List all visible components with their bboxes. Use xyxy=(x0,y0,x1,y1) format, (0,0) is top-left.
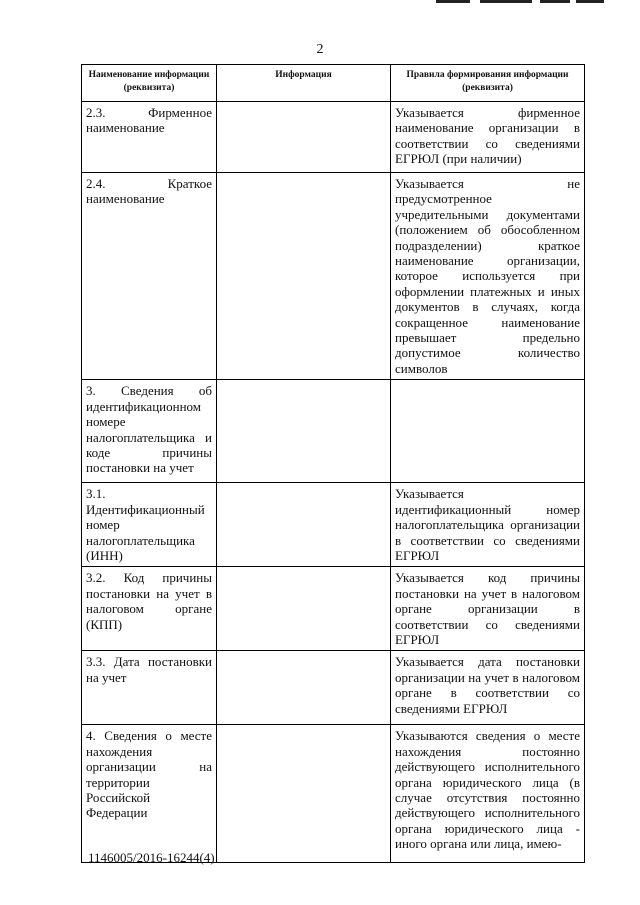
row-rule: Указывается фирменное наименование организации в соответствии со сведениями ЕГРЮЛ (при наличии) xyxy=(391,102,585,173)
row-rule xyxy=(391,380,585,483)
table-row xyxy=(82,102,585,173)
row-rule: Указываются сведения о месте нахождения постоянно действующего исполнительного органа юридического лица (в случае отсутствия постоянно действующего исполнительного органа юридического лица - иного органа или лица, имею- xyxy=(391,725,585,863)
table-row xyxy=(82,173,585,380)
table-header-row xyxy=(82,65,585,102)
row-name: 3. Сведения об идентификационном номере налогоплательщика и коде причины постановки на учет xyxy=(82,380,217,483)
table-row xyxy=(82,483,585,567)
table-row xyxy=(82,567,585,651)
header-information: Информация xyxy=(217,65,391,102)
row-info xyxy=(217,567,391,651)
header-requisite-name: Наименование информации (реквизита) xyxy=(82,65,217,102)
document-footer-number: 1146005/2016-16244(4) xyxy=(88,850,215,865)
row-name: 4. Сведения о месте нахождения организации на территории Российской Федерации xyxy=(82,725,217,863)
row-info xyxy=(217,725,391,863)
table-row xyxy=(82,380,585,483)
row-info xyxy=(217,380,391,483)
row-info xyxy=(217,173,391,380)
row-name: 3.3. Дата постановки на учет xyxy=(82,651,217,725)
row-info xyxy=(217,483,391,567)
row-name: 3.2. Код причины постановки на учет в налоговом органе (КПП) xyxy=(82,567,217,651)
row-rule: Указывается идентификационный номер налогоплательщика организации в соответствии со сведениями ЕГРЮЛ xyxy=(391,483,585,567)
row-info xyxy=(217,651,391,725)
row-info xyxy=(217,102,391,173)
row-rule: Указывается дата постановки организации на учет в налоговом органе в соответствии со сведениями ЕГРЮЛ xyxy=(391,651,585,725)
page-number: 2 xyxy=(316,42,324,57)
row-name: 2.4. Краткое наименование xyxy=(82,173,217,380)
row-rule: Указывается не предусмотренное учредительными документами (положением об обособленном подразделении) краткое наименование организации, которое используется при оформлении платежных и иных документов в случаях, когда сокращенное наименование превышает предельно допустимое количество символов xyxy=(391,173,585,380)
row-name: 3.1. Идентификационный номер налогоплательщика (ИНН) xyxy=(82,483,217,567)
table-row xyxy=(82,651,585,725)
row-name: 2.3. Фирменное наименование xyxy=(82,102,217,173)
row-rule: Указывается код причины постановки на учет в налоговом органе организации в соответствии со сведениями ЕГРЮЛ xyxy=(391,567,585,651)
table-row xyxy=(82,725,585,863)
header-formation-rules: Правила формирования информации (реквизита) xyxy=(391,65,585,102)
top-edge-marks xyxy=(436,0,604,5)
requisites-table xyxy=(81,64,585,863)
